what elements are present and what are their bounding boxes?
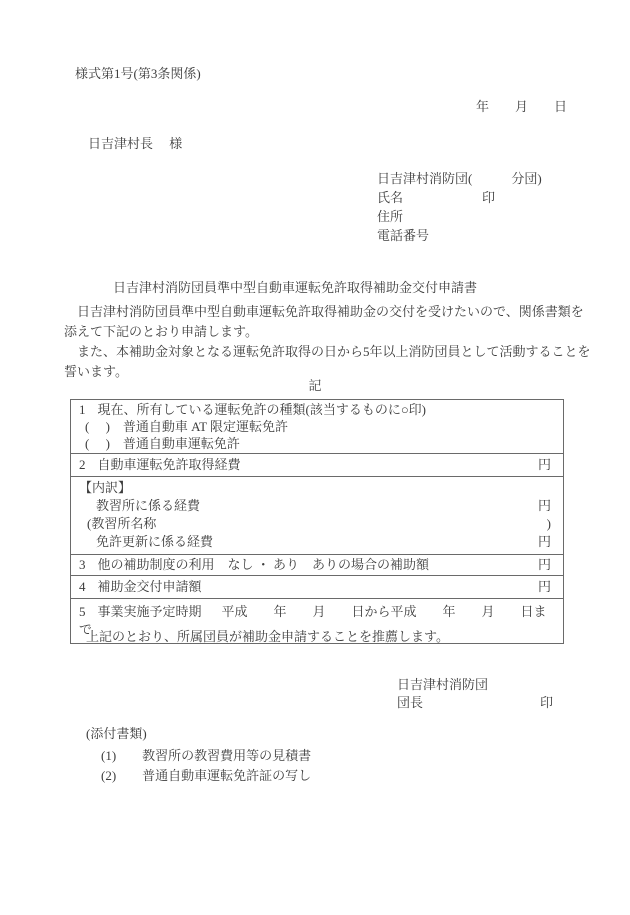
license-option-at: ( ) 普通自動車 AT 限定運転免許 [85,419,289,434]
attachment-item-1: (1) 教習所の教習費用等の見積書 [101,748,312,763]
body-paragraph-1-line-2: 添えて下記のとおり申請します。 [64,324,258,339]
attachments-header: (添付書類) [86,726,147,741]
table-row-breakdown [71,477,563,555]
addressee-line: 日吉津村長 様 [88,136,183,151]
applicant-block [377,169,542,245]
table-row-acquisition-cost [71,454,563,477]
document-title: 日吉津村消防団員準中型自動車運転免許取得補助金交付申請書 [113,280,478,295]
application-table [70,399,564,644]
close-paren: ) [546,516,551,531]
applicant-org-line: 日吉津村消防団( 分団) [377,171,542,186]
yen-unit: 円 [537,457,551,472]
bottom-signature-role-line [397,695,553,710]
applicant-address-label: 住所 [377,209,404,224]
date-line: 年 月 日 [475,99,567,114]
yen-unit: 円 [537,534,551,549]
row-number: 4 [79,579,86,594]
attachment-number: (1) [101,748,117,763]
applicant-name-label: 氏名 [377,190,404,205]
body-paragraph-1-line-1: 日吉津村消防団員準中型自動車運転免許取得補助金の交付を受けたいので、関係書類を [64,304,584,319]
attachment-list [101,746,311,786]
row-label: 3 他の補助制度の利用 なし ・ あり ありの場合の補助額 [79,557,430,572]
bottom-seal-mark: 印 [540,695,554,710]
breakdown-school-cost: 教習所に係る経費 円 [96,498,551,513]
bottom-role-label: 団長 [397,695,424,710]
table-row-other-subsidy [71,555,563,576]
row-number: 3 [79,557,86,572]
yen-unit: 円 [537,498,551,513]
row-number: 1 [79,402,86,417]
attachment-item-2: (2) 普通自動車運転免許証の写し [101,768,312,783]
yen-unit: 円 [537,557,551,572]
table-row-requested-amount [71,576,563,599]
applicant-name-line [377,188,542,207]
breakdown-renewal-cost: 免許更新に係る経費 円 [96,534,551,549]
breakdown-school-name: (教習所名称 ) [87,516,551,531]
recommendation-line: 上記のとおり、所属団員が補助金申請することを推薦します。 [86,629,449,644]
schedule-period: 平成 年 月 日から平成 年 月 日まで [79,604,547,637]
license-option-regular: ( ) 普通自動車運転免許 [85,436,240,451]
body-paragraph-2-line-1: また、本補助金対象となる運転免許取得の日から5年以上消防団員として活動することを [64,344,591,359]
license-type-heading: 1 現在、所有している運転免許の種類(該当するものに○印) [79,402,427,417]
body-text [64,302,591,382]
row-label: 2 自動車運転免許取得経費 [79,457,241,472]
yen-unit: 円 [537,579,551,594]
row-label: 事業実施予定時期 [97,604,202,619]
note-heading: 記 [308,378,322,393]
table-row-license-type [71,400,563,454]
applicant-seal-mark: 印 [482,190,496,205]
body-paragraph-2-line-2: 誓います。 [64,364,128,379]
row-number: 2 [79,457,86,472]
form-number: 様式第1号(第3条関係) [75,66,201,81]
breakdown-heading: 【内訳】 [79,480,132,495]
attachment-number: (2) [101,768,117,783]
row-number: 5 [79,604,86,619]
applicant-phone-label: 電話番号 [377,228,430,243]
bottom-signature-org: 日吉津村消防団 [397,677,489,692]
row-label: 4 補助金交付申請額 [79,579,202,594]
